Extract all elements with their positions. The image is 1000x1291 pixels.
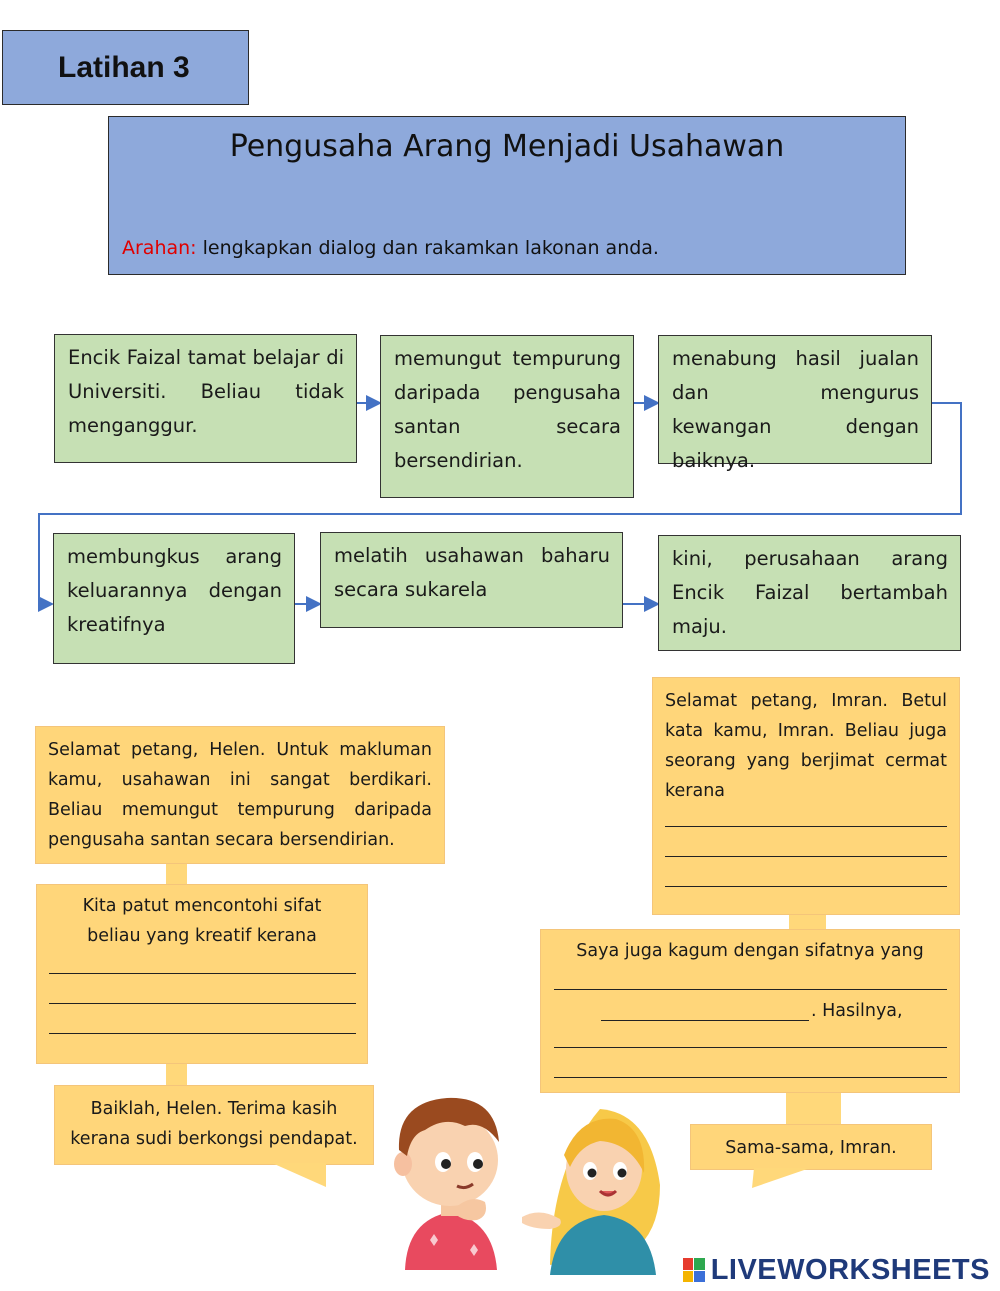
answer-blank[interactable] xyxy=(665,826,947,827)
instruction-text: lengkapkan dialog dan rakamkan lakonan anda. xyxy=(196,237,659,259)
answer-blank[interactable] xyxy=(665,856,947,857)
dialogue-helen-1 xyxy=(652,677,960,915)
flow-step-3: menabung hasil jualan dan mengurus kewangan dengan baiknya. xyxy=(658,335,932,464)
dialogue-line: Baiklah, Helen. Terima kasih xyxy=(90,1099,338,1119)
answer-blank[interactable] xyxy=(554,1077,947,1078)
dialogue-helen-3 xyxy=(690,1124,932,1170)
dialogue-imran-3 xyxy=(54,1085,374,1165)
dialogue-imran-1: Selamat petang, Helen. Untuk makluman kamu, usahawan ini sangat berdikari. Beliau memungut tempurung daripada pengusaha santan secara bersendirian. xyxy=(35,726,445,864)
dialogue-line: . Hasilnya, xyxy=(811,1001,903,1021)
dialogue-connector xyxy=(789,915,826,930)
dialogue-line: Saya juga kagum dengan sifatnya yang xyxy=(576,941,924,961)
brand-name: LIVEWORKSHEETS xyxy=(710,1253,990,1286)
instruction-label: Arahan: xyxy=(122,237,197,259)
dialogue-line: Selamat petang, Imran. Betul xyxy=(665,691,947,711)
dialogue-line: kerana sudi berkongsi pendapat. xyxy=(70,1129,358,1149)
answer-blank[interactable] xyxy=(554,1047,947,1048)
answer-blank[interactable] xyxy=(49,1033,356,1034)
speech-tail xyxy=(752,1168,812,1190)
dialogue-line: Sama-sama, Imran. xyxy=(725,1138,897,1158)
dialogue-line: Kita patut mencontohi sifat xyxy=(82,896,322,916)
dialogue-connector xyxy=(166,1064,187,1086)
dialogue-line: kerana xyxy=(665,781,726,801)
answer-blank[interactable] xyxy=(49,1003,356,1004)
liveworksheets-logo-icon xyxy=(683,1258,705,1282)
girl-illustration xyxy=(520,1095,670,1275)
speech-tail xyxy=(270,1163,330,1189)
exercise-tag: Latihan 3 xyxy=(2,30,249,105)
dialogue-connector xyxy=(166,864,187,885)
dialogue-imran-2 xyxy=(36,884,368,1064)
dialogue-helen-2 xyxy=(540,929,960,1093)
answer-blank[interactable] xyxy=(49,973,356,974)
flow-step-6: kini, perusahaan arang Encik Faizal bertambah maju. xyxy=(658,535,961,651)
answer-blank[interactable] xyxy=(665,886,947,887)
dialogue-line: kata kamu, Imran. Beliau juga xyxy=(665,721,947,741)
flow-step-2: memungut tempurung daripada pengusaha santan secara bersendirian. xyxy=(380,335,634,498)
liveworksheets-brand xyxy=(683,1253,990,1287)
dialogue-connector xyxy=(786,1093,841,1125)
answer-blank[interactable] xyxy=(601,1020,809,1021)
boy-illustration xyxy=(385,1090,515,1270)
dialogue-line: seorang yang berjimat cermat xyxy=(665,751,947,771)
worksheet-title: Pengusaha Arang Menjadi Usahawan xyxy=(229,129,785,164)
answer-blank[interactable] xyxy=(554,989,947,990)
flow-step-5: melatih usahawan baharu secara sukarela xyxy=(320,532,623,628)
dialogue-line: beliau yang kreatif kerana xyxy=(87,926,317,946)
flow-step-1: Encik Faizal tamat belajar di Universiti. Beliau tidak menganggur. xyxy=(54,334,357,463)
flow-step-4: membungkus arang keluarannya dengan kreatifnya xyxy=(53,533,295,664)
